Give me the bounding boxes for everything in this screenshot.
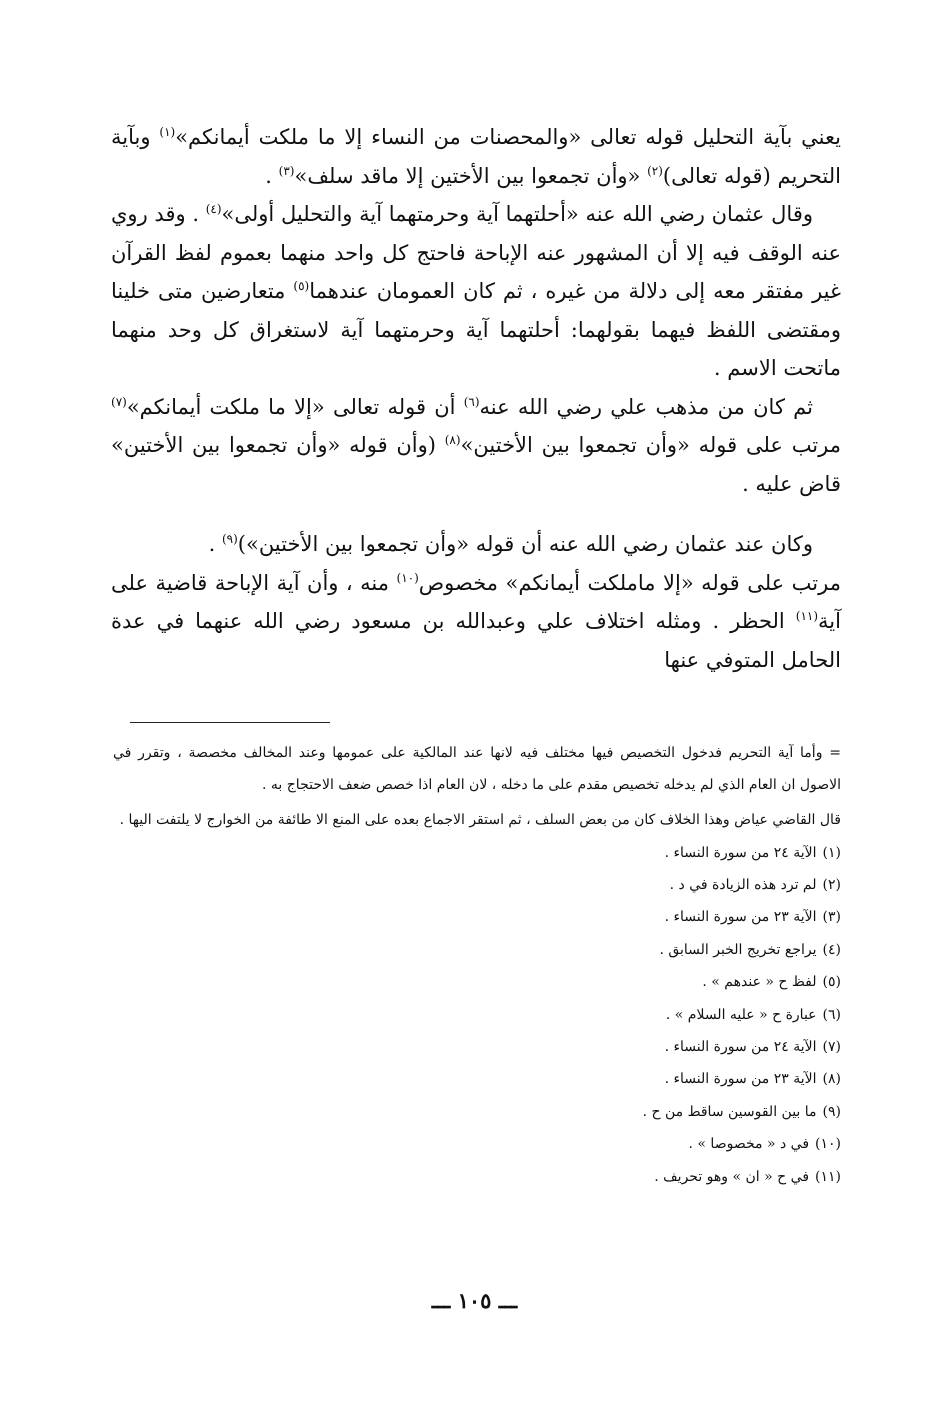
footnote-item: [113, 869, 841, 901]
footnote-ref: (١١): [795, 609, 819, 623]
paragraph-3: [111, 388, 841, 504]
footnote-item: [113, 1161, 841, 1193]
footnote-text: الآية ٢٣ من سورة النساء .: [664, 909, 817, 926]
footnote-ref: (٦): [463, 394, 480, 409]
footnote-text: ما بين القوسين ساقط من ح .: [642, 1103, 817, 1120]
footnote-ref: (١): [159, 125, 176, 139]
footnote-text: في ح « ان » وهو تحريف .: [654, 1168, 810, 1185]
text-run: . وقد روي عنه الوقف فيه إلا أن المشهور عنه الإباحة فاحتج كل واحد منهما بعموم لفظ القرآن غير مفتقر معه إلى دلالة من غيره ، ثم كان العمومان عندهما: [111, 202, 841, 303]
footnote-ref: (١٠): [396, 570, 419, 585]
text-run: مرتب على قوله «إلا ماملكت أيمانكم» مخصوص: [418, 570, 841, 595]
footnote-number: (١١): [815, 1168, 841, 1185]
text-run: .: [265, 163, 279, 188]
footnote-ref: (٤): [205, 202, 222, 216]
footnote-number: (٩): [822, 1103, 841, 1120]
text-run: ثم كان من مذهب علي رضي الله عنه: [479, 394, 813, 419]
footnote-number: (٣): [822, 909, 841, 926]
footnote-continuation-2: قال القاضي عياض وهذا الخلاف كان من بعض السلف ، ثم استقر الاجماع بعده على المنع الا طائفة من الخوارج لا يلتفت اليها .: [119, 812, 841, 828]
text-run: مرتب على قوله «وأن تجمعوا بين الأختين»: [460, 433, 841, 457]
text-run: وبآية التحريم (قوله تعالى): [111, 125, 841, 188]
footnote-text: الآية ٢٤ من سورة النساء .: [664, 844, 817, 861]
footnote-item: [113, 966, 841, 998]
page-number: ـــ ١٠٥ ـــ: [431, 1288, 518, 1313]
text-run: .: [208, 532, 222, 556]
footnote-text: في د « مخصوصا » .: [688, 1136, 810, 1153]
footnote-number: (٤): [822, 941, 841, 958]
footnote-number: (٦): [822, 1006, 841, 1023]
paragraph-2: [111, 195, 841, 388]
footnote-item: [113, 1128, 841, 1160]
paragraph-5: [111, 564, 841, 680]
footnote-number: (١): [822, 844, 841, 861]
text-run: الحظر . ومثله اختلاف علي وعبدالله بن مسعود رضي الله عنهما في عدة الحامل المتوفي عنها: [111, 609, 841, 672]
footnote-item: [113, 934, 841, 966]
footnote-text: لم ترد هذه الزيادة في د .: [669, 876, 817, 893]
footnote-ref: (٨): [444, 433, 461, 447]
footnote-item: [113, 1031, 841, 1063]
footnote-number: (٢): [822, 876, 841, 893]
text-run: منه ، وأن آية الإباحة قاضية على آية: [111, 570, 841, 633]
footnote-number: (٧): [822, 1038, 841, 1055]
text-run: وكان عند عثمان رضي الله عنه أن قوله «وأن تجمعوا بين الأختين»): [237, 532, 813, 556]
footnote-text: يراجع تخريج الخبر السابق .: [659, 941, 817, 958]
text-run: أن قوله تعالى «إلا ما ملكت أيمانكم»: [126, 394, 464, 419]
paragraph-4: [111, 525, 841, 564]
footnote-text: عبارة ح « عليه السلام » .: [665, 1006, 817, 1023]
footnote-text: لفظ ح « عندهم » .: [702, 974, 817, 991]
footnote-item: [113, 837, 841, 869]
footnote-number: (٨): [822, 1071, 841, 1088]
footnote-number: (٥): [822, 974, 841, 991]
footnote-separator: [130, 722, 330, 723]
footnote-ref: (٧): [111, 394, 127, 409]
text-run: متعارضين متى خلينا ومقتضى اللفظ فيهما بقولهما: أحلتهما آية وحرمتهما آية لاستغراق كل وحد منهما ماتحت الاسم .: [111, 279, 842, 380]
footnote-item: [113, 1063, 841, 1095]
main-text: [111, 118, 841, 679]
footnote-text: الآية ٢٣ من سورة النساء .: [664, 1071, 817, 1088]
footnote-continuation-1: = وأما آية التحريم فدخول التخصيص فيها مختلف فيه لانها عند المالكية على عمومها وعند المخالف مخصصة ، وتقرر في الاصول ان العام الذي لم يدخله تخصيص مقدم على ما دخله ، لان العام اذا خصص ضعف الاحتجاج به .: [113, 745, 841, 793]
text-run: يعني بآية التحليل قوله تعالى «والمحصنات من النساء إلا ما ملكت أيمانكم»: [175, 125, 841, 149]
footnotes-section: [113, 738, 841, 1193]
footnote-ref: (٥): [293, 279, 310, 293]
footnote-number: (١٠): [815, 1136, 841, 1153]
text-run: وقال عثمان رضي الله عنه «أحلتهما آية وحرمتهما آية والتحليل أولى»: [221, 202, 813, 226]
text-run: (وأن قوله «وأن تجمعوا بين الأختين» قاض عليه .: [111, 433, 841, 496]
footnote-ref: (٩): [221, 532, 238, 546]
footnote-item: [113, 999, 841, 1031]
footnote-text: الآية ٢٤ من سورة النساء .: [664, 1038, 817, 1055]
text-run: «وأن تجمعوا بين الأختين إلا ماقد سلف»: [294, 163, 648, 188]
footnote-ref: (٢): [647, 163, 663, 178]
footnote-item: [113, 901, 841, 933]
footnote-ref: (٣): [278, 163, 295, 178]
footnote-list: [113, 837, 841, 1193]
paragraph-1: [111, 118, 841, 195]
footnote-item: [113, 1096, 841, 1128]
